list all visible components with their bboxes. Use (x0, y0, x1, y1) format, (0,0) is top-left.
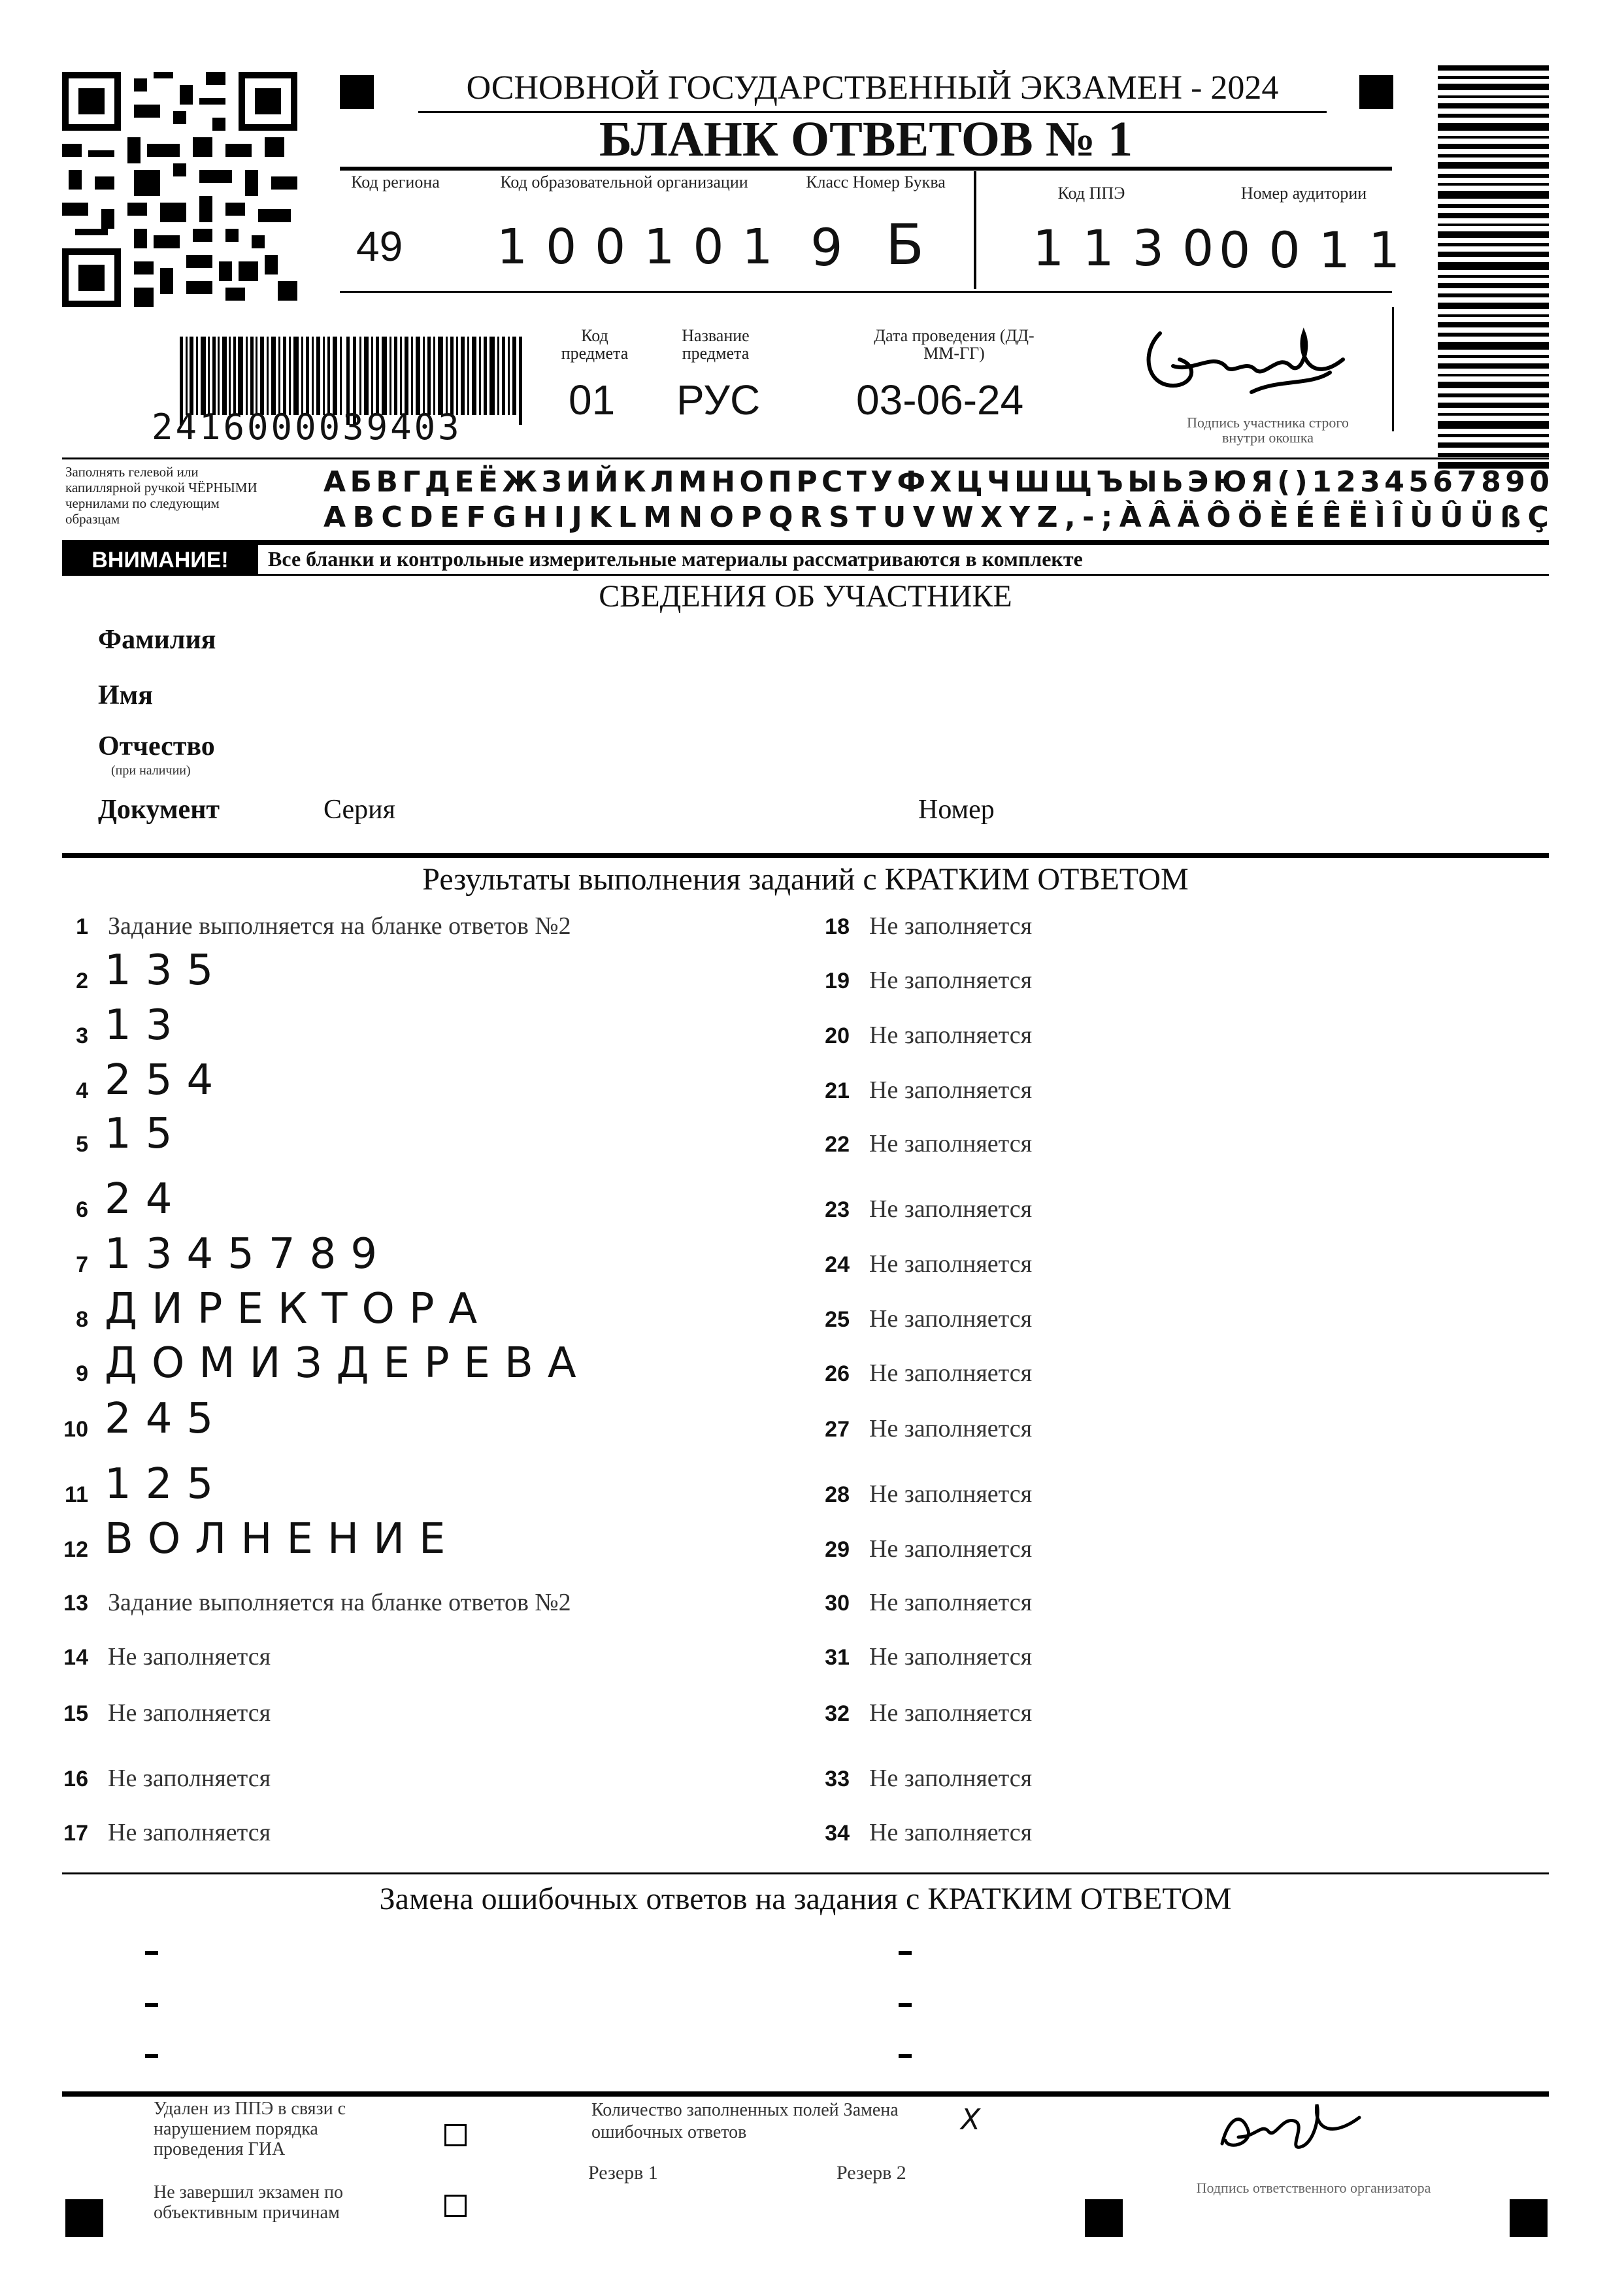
task-answer-4[interactable]: 254 (105, 1056, 228, 1105)
task-note-29: Не заполняется (869, 1535, 1033, 1563)
sample-row-cyrillic: АБВГДЕЁЖЗИЙКЛМНОПРСТУФХЦЧШЩЪЫЬЭЮЯ()1234567890 (323, 465, 1554, 499)
task-answer-12[interactable]: ВОЛНЕНИЕ (105, 1515, 460, 1563)
surname-label: Фамилия (98, 625, 216, 655)
codes-divider (974, 171, 976, 289)
task-note-13: Задание выполняется на бланке ответов №2 (108, 1589, 571, 1616)
subject-name-value: РУС (676, 376, 761, 424)
header-rule (340, 167, 1392, 171)
task-number-29: 29 (825, 1537, 850, 1562)
room-label: Номер аудитории (1240, 184, 1367, 203)
task-note-28: Не заполняется (869, 1480, 1033, 1508)
subject-code-value: 01 (569, 376, 616, 424)
task-number-14: 14 (63, 1645, 88, 1670)
attention-bottom-rule (62, 574, 1549, 576)
task-number-26: 26 (825, 1361, 850, 1386)
replacements-count-label: Количество заполненных полей Замена ошибочных ответов (591, 2100, 899, 2142)
task-note-32: Не заполняется (869, 1699, 1033, 1727)
marker-square-bottom-left (65, 2199, 103, 2237)
class-label: Класс Номер Буква (806, 173, 946, 191)
number-label: Номер (918, 795, 995, 825)
not-finished-checkbox[interactable] (444, 2195, 467, 2217)
task-note-24: Не заполняется (869, 1250, 1033, 1278)
document-label: Документ (98, 795, 220, 825)
ppe-label: Код ППЭ (1057, 184, 1125, 203)
task-answer-7[interactable]: 1345789 (105, 1230, 392, 1278)
task-number-13: 13 (63, 1591, 88, 1616)
task-number-30: 30 (825, 1591, 850, 1616)
task-number-20: 20 (825, 1023, 850, 1048)
task-answer-10[interactable]: 245 (105, 1395, 228, 1443)
replacement-dash-left-3 (145, 2054, 158, 2058)
task-number-6: 6 (76, 1197, 88, 1222)
region-label: Код региона (351, 173, 440, 191)
ppe-value: 1130 (1033, 219, 1233, 277)
task-number-17: 17 (63, 1821, 88, 1846)
task-number-23: 23 (825, 1197, 850, 1222)
task-number-10: 10 (63, 1417, 88, 1442)
marker-square-top-left (340, 75, 374, 109)
task-answer-2[interactable]: 135 (105, 946, 228, 995)
task-note-1: Задание выполняется на бланке ответов №2 (108, 912, 571, 940)
sample-instruction: Заполнять гелевой или капиллярной ручкой ЧЁРНЫМИ чернилами по следующим образцам (65, 464, 257, 527)
date-label: Дата проведения (ДД-ММ-ГГ) (874, 326, 1035, 363)
barcode-number: 2416000039403 (152, 407, 462, 448)
signature-box-edge (1392, 307, 1394, 431)
task-note-31: Не заполняется (869, 1643, 1033, 1671)
task-answer-11[interactable]: 125 (105, 1460, 228, 1508)
task-number-28: 28 (825, 1482, 850, 1507)
marker-square-bottom-middle (1085, 2199, 1123, 2237)
task-note-20: Не заполняется (869, 1022, 1033, 1049)
participant-bottom-rule (62, 853, 1549, 858)
replacement-dash-right-3 (899, 2054, 912, 2058)
form-title: БЛАНК ОТВЕТОВ № 1 (599, 112, 1133, 167)
task-note-16: Не заполняется (108, 1765, 271, 1792)
attention-badge: ВНИМАНИЕ! (62, 545, 258, 575)
org-value: 100101 (497, 219, 791, 275)
replacement-dash-right-1 (899, 1951, 912, 1955)
task-note-19: Не заполняется (869, 967, 1033, 994)
task-note-21: Не заполняется (869, 1076, 1033, 1104)
subject-code-label: Код предмета (561, 326, 629, 363)
short-answers-bottom-rule (62, 1872, 1549, 1874)
replacements-count-value: X (961, 2103, 981, 2136)
attention-text: Все бланки и контрольные измерительные материалы рассматриваются в комплекте (268, 547, 1083, 571)
replacement-dash-left-1 (145, 1951, 158, 1955)
participant-signature-icon (1134, 314, 1350, 412)
task-number-34: 34 (825, 1821, 850, 1846)
short-answers-title: Результаты выполнения заданий с КРАТКИМ ОТВЕТОМ (422, 862, 1189, 897)
replacement-title: Замена ошибочных ответов на задания с КРАТКИМ ОТВЕТОМ (379, 1882, 1232, 1916)
not-finished-label: Не завершил экзамен по объективным причинам (154, 2182, 343, 2223)
task-note-17: Не заполняется (108, 1819, 271, 1846)
task-note-18: Не заполняется (869, 912, 1033, 940)
task-note-22: Не заполняется (869, 1130, 1033, 1157)
task-answer-9[interactable]: ДОМИЗДЕРЕВА (105, 1339, 591, 1388)
task-number-1: 1 (76, 914, 88, 939)
marker-square-bottom-right (1510, 2199, 1548, 2237)
task-number-24: 24 (825, 1252, 850, 1277)
qr-code-icon (62, 72, 297, 307)
task-number-9: 9 (76, 1361, 88, 1386)
removed-checkbox[interactable] (444, 2124, 467, 2146)
participant-section-title: СВЕДЕНИЯ ОБ УЧАСТНИКЕ (599, 579, 1012, 614)
class-number: 9 (810, 219, 861, 278)
task-number-8: 8 (76, 1307, 88, 1332)
task-number-25: 25 (825, 1307, 850, 1332)
room-value: 0011 (1219, 221, 1419, 279)
task-note-15: Не заполняется (108, 1699, 271, 1727)
task-note-27: Не заполняется (869, 1415, 1033, 1442)
sample-top-rule (62, 457, 1549, 459)
task-note-26: Не заполняется (869, 1359, 1033, 1387)
task-number-33: 33 (825, 1767, 850, 1791)
task-answer-3[interactable]: 13 (105, 1001, 187, 1050)
task-number-3: 3 (76, 1023, 88, 1048)
task-answer-6[interactable]: 24 (105, 1175, 187, 1223)
region-value: 49 (356, 223, 403, 270)
task-note-25: Не заполняется (869, 1305, 1033, 1333)
task-number-18: 18 (825, 914, 850, 939)
task-note-33: Не заполняется (869, 1765, 1033, 1792)
class-letter: Б (886, 212, 924, 278)
task-number-21: 21 (825, 1078, 850, 1103)
task-number-27: 27 (825, 1417, 850, 1442)
task-number-12: 12 (63, 1537, 88, 1562)
patronymic-label: Отчество (98, 731, 215, 761)
replacement-dash-left-2 (145, 2003, 158, 2007)
task-note-14: Не заполняется (108, 1643, 271, 1671)
task-answer-5[interactable]: 15 (105, 1110, 187, 1158)
task-number-2: 2 (76, 969, 88, 993)
task-number-15: 15 (63, 1701, 88, 1726)
task-note-30: Не заполняется (869, 1589, 1033, 1616)
marker-square-top-right (1359, 75, 1393, 109)
task-number-22: 22 (825, 1132, 850, 1157)
exam-title: ОСНОВНОЙ ГОСУДАРСТВЕННЫЙ ЭКЗАМЕН - 2024 (466, 69, 1279, 107)
task-number-19: 19 (825, 969, 850, 993)
org-label: Код образовательной организации (500, 173, 748, 191)
subject-name-label: Название предмета (682, 326, 750, 363)
task-number-11: 11 (65, 1482, 88, 1507)
task-note-34: Не заполняется (869, 1819, 1033, 1846)
replacement-dash-right-2 (899, 2003, 912, 2007)
attention-top-rule (62, 540, 1549, 545)
vertical-barcode-icon (1438, 65, 1549, 471)
organizer-signature-caption: Подпись ответственного организатора (1196, 2180, 1431, 2196)
task-note-23: Не заполняется (869, 1195, 1033, 1223)
signature-caption: Подпись участника строго внутри окошка (1187, 414, 1349, 446)
task-number-32: 32 (825, 1701, 850, 1726)
codes-rule (340, 291, 1392, 293)
series-label: Серия (323, 795, 395, 825)
reserve2-label: Резерв 2 (837, 2162, 906, 2184)
task-number-16: 16 (63, 1767, 88, 1791)
organizer-signature-icon (1202, 2091, 1372, 2170)
date-value: 03-06-24 (856, 376, 1024, 424)
patronymic-note: (при наличии) (111, 763, 191, 778)
task-answer-8[interactable]: ДИРЕКТОРА (105, 1285, 492, 1333)
task-number-31: 31 (825, 1645, 850, 1670)
task-number-4: 4 (76, 1078, 88, 1103)
sample-row-latin: ABCDEFGHIJKLMNOPQRSTUVWXYZ,-;ÀÂÄÔÖÈÉÊËÌÎÙÛÜßÇ (323, 501, 1556, 534)
removed-label: Удален из ППЭ в связи с нарушением порядка проведения ГИА (154, 2099, 346, 2159)
task-number-7: 7 (76, 1252, 88, 1277)
reserve1-label: Резерв 1 (588, 2162, 658, 2184)
task-number-5: 5 (76, 1132, 88, 1157)
name-label: Имя (98, 680, 153, 710)
